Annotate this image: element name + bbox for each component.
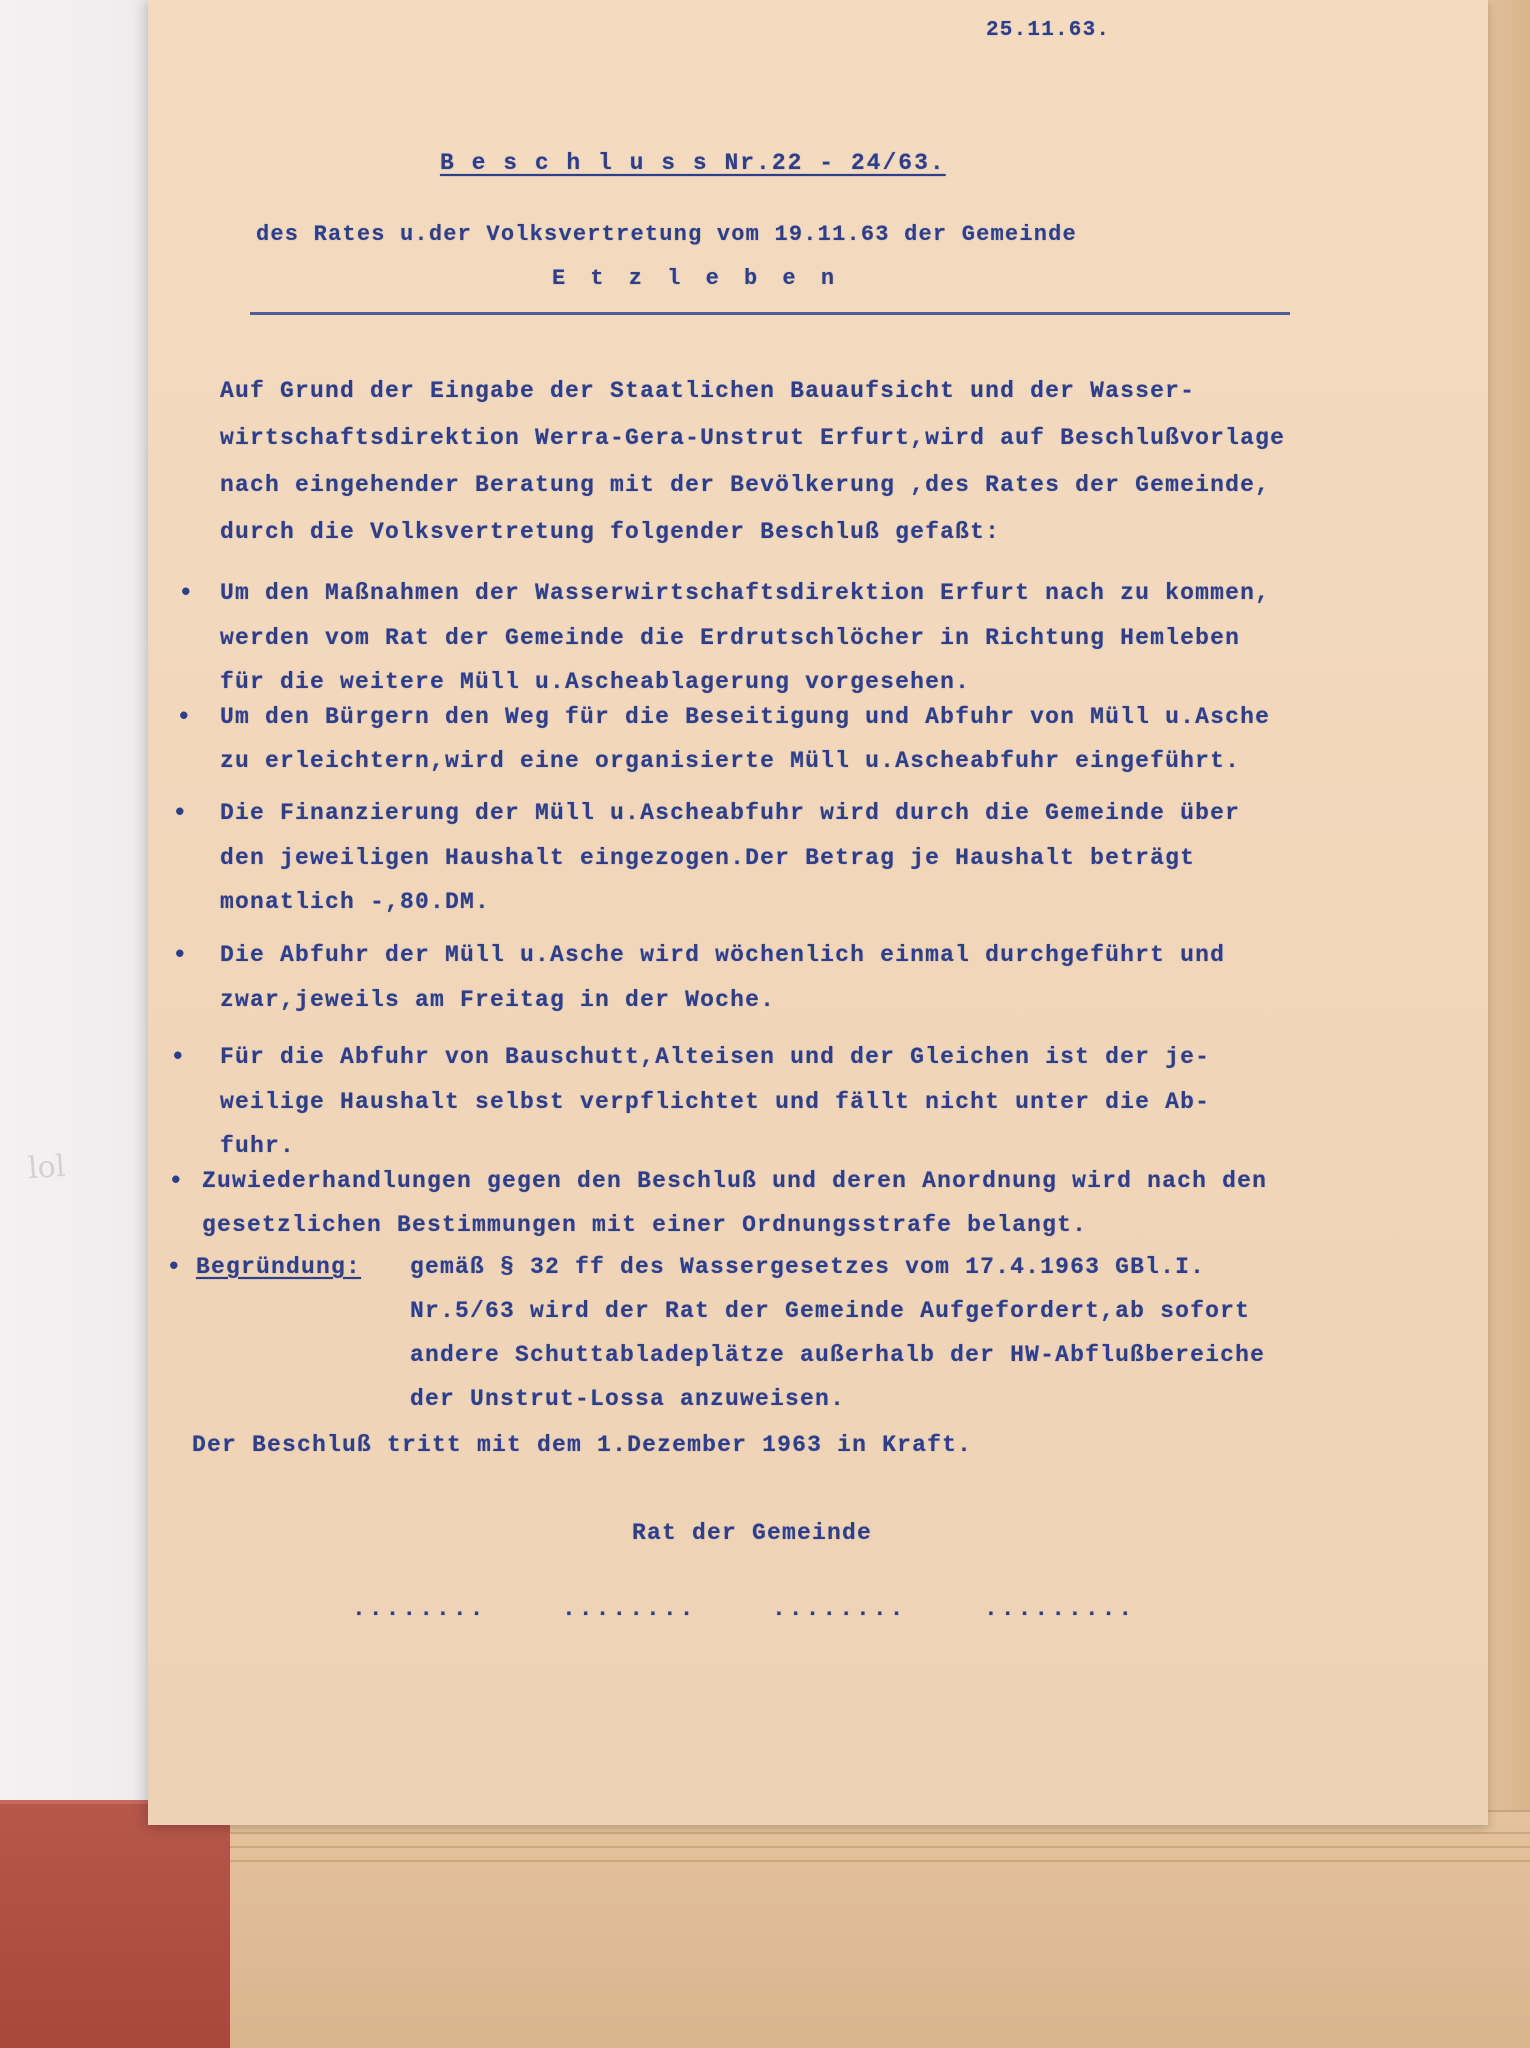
point-line: zwar,jeweils am Freitag in der Woche. — [220, 987, 776, 1013]
point-line: Die Abfuhr der Müll u.Asche wird wöchenlich einmal durchgeführt und — [220, 942, 1226, 968]
document-date: 25.11.63. — [986, 19, 1111, 42]
municipality-name: E t z l e b e n — [552, 266, 841, 291]
bullet-dot: • — [172, 798, 188, 828]
point-line: zu erleichtern,wird eine organisierte Müll u.Ascheabfuhr eingeführt. — [220, 748, 1241, 774]
bullet-dot: • — [168, 1166, 184, 1196]
bullet-dot: • — [172, 940, 188, 970]
point-line: Zuwiederhandlungen gegen den Beschluß und deren Anordnung wird nach den — [202, 1168, 1268, 1194]
typewritten-page — [148, 0, 1488, 1825]
point-line: weilige Haushalt selbst verpflichtet und fällt nicht unter die Ab- — [220, 1089, 1211, 1115]
header-divider — [250, 312, 1290, 315]
begruendung-line: der Unstrut-Lossa anzuweisen. — [410, 1386, 846, 1412]
bullet-dot: • — [176, 702, 192, 732]
bottom-page-stack — [40, 1810, 1530, 2048]
intro-line: wirtschaftsdirektion Werra-Gera-Unstrut Erfurt,wird auf Beschlußvorlage — [220, 425, 1286, 451]
point-line: werden vom Rat der Gemeinde die Erdrutschlöcher in Richtung Hemleben — [220, 625, 1241, 651]
point-line: für die weitere Müll u.Ascheablagerung vorgesehen. — [220, 669, 971, 695]
point-line: monatlich -,80.DM. — [220, 889, 491, 915]
begruendung-line: Nr.5/63 wird der Rat der Gemeinde Aufgefordert,ab sofort — [410, 1298, 1251, 1324]
document-subtitle: des Rates u.der Volksvertretung vom 19.11.63 der Gemeinde — [256, 222, 1077, 247]
point-line: gesetzlichen Bestimmungen mit einer Ordnungsstrafe belangt. — [202, 1212, 1088, 1238]
point-line: fuhr. — [220, 1133, 296, 1159]
begruendung-line: gemäß § 32 ff des Wassergesetzes vom 17.4.1963 GBl.I. — [410, 1254, 1206, 1280]
document-title: B e s c h l u s s Nr.22 - 24/63. — [440, 150, 946, 176]
point-line: Die Finanzierung der Müll u.Ascheabfuhr wird durch die Gemeinde über — [220, 800, 1241, 826]
intro-line: nach eingehender Beratung mit der Bevölkerung ,des Rates der Gemeinde, — [220, 472, 1271, 498]
intro-line: Auf Grund der Eingabe der Staatlichen Bauaufsicht und der Wasser- — [220, 378, 1196, 404]
margin-pencil-mark: lol — [26, 1148, 67, 1187]
bullet-dot: • — [166, 1252, 182, 1282]
signature-line: ......... — [984, 1596, 1136, 1622]
point-line: Um den Maßnahmen der Wasserwirtschaftsdirektion Erfurt nach zu kommen, — [220, 580, 1271, 606]
point-line: den jeweiligen Haushalt eingezogen.Der Betrag je Haushalt beträgt — [220, 845, 1196, 871]
signature-line: ........ — [772, 1596, 907, 1622]
red-binder-cover — [0, 1800, 230, 2048]
effective-date-line: Der Beschluß tritt mit dem 1.Dezember 1963 in Kraft. — [192, 1432, 973, 1458]
begruendung-label: Begründung: — [196, 1254, 362, 1280]
signature-line: ........ — [352, 1596, 487, 1622]
point-line: Um den Bürgern den Weg für die Beseitigung und Abfuhr von Müll u.Asche — [220, 704, 1271, 730]
point-line: Für die Abfuhr von Bauschutt,Alteisen und der Gleichen ist der je- — [220, 1044, 1211, 1070]
bullet-dot: • — [170, 1042, 186, 1072]
intro-line: durch die Volksvertretung folgender Beschluß gefaßt: — [220, 519, 1001, 545]
signature-title: Rat der Gemeinde — [632, 1520, 873, 1546]
signature-line: ........ — [562, 1596, 697, 1622]
begruendung-line: andere Schuttabladeplätze außerhalb der HW-Abflußbereiche — [410, 1342, 1266, 1368]
bullet-dot: • — [178, 578, 194, 608]
